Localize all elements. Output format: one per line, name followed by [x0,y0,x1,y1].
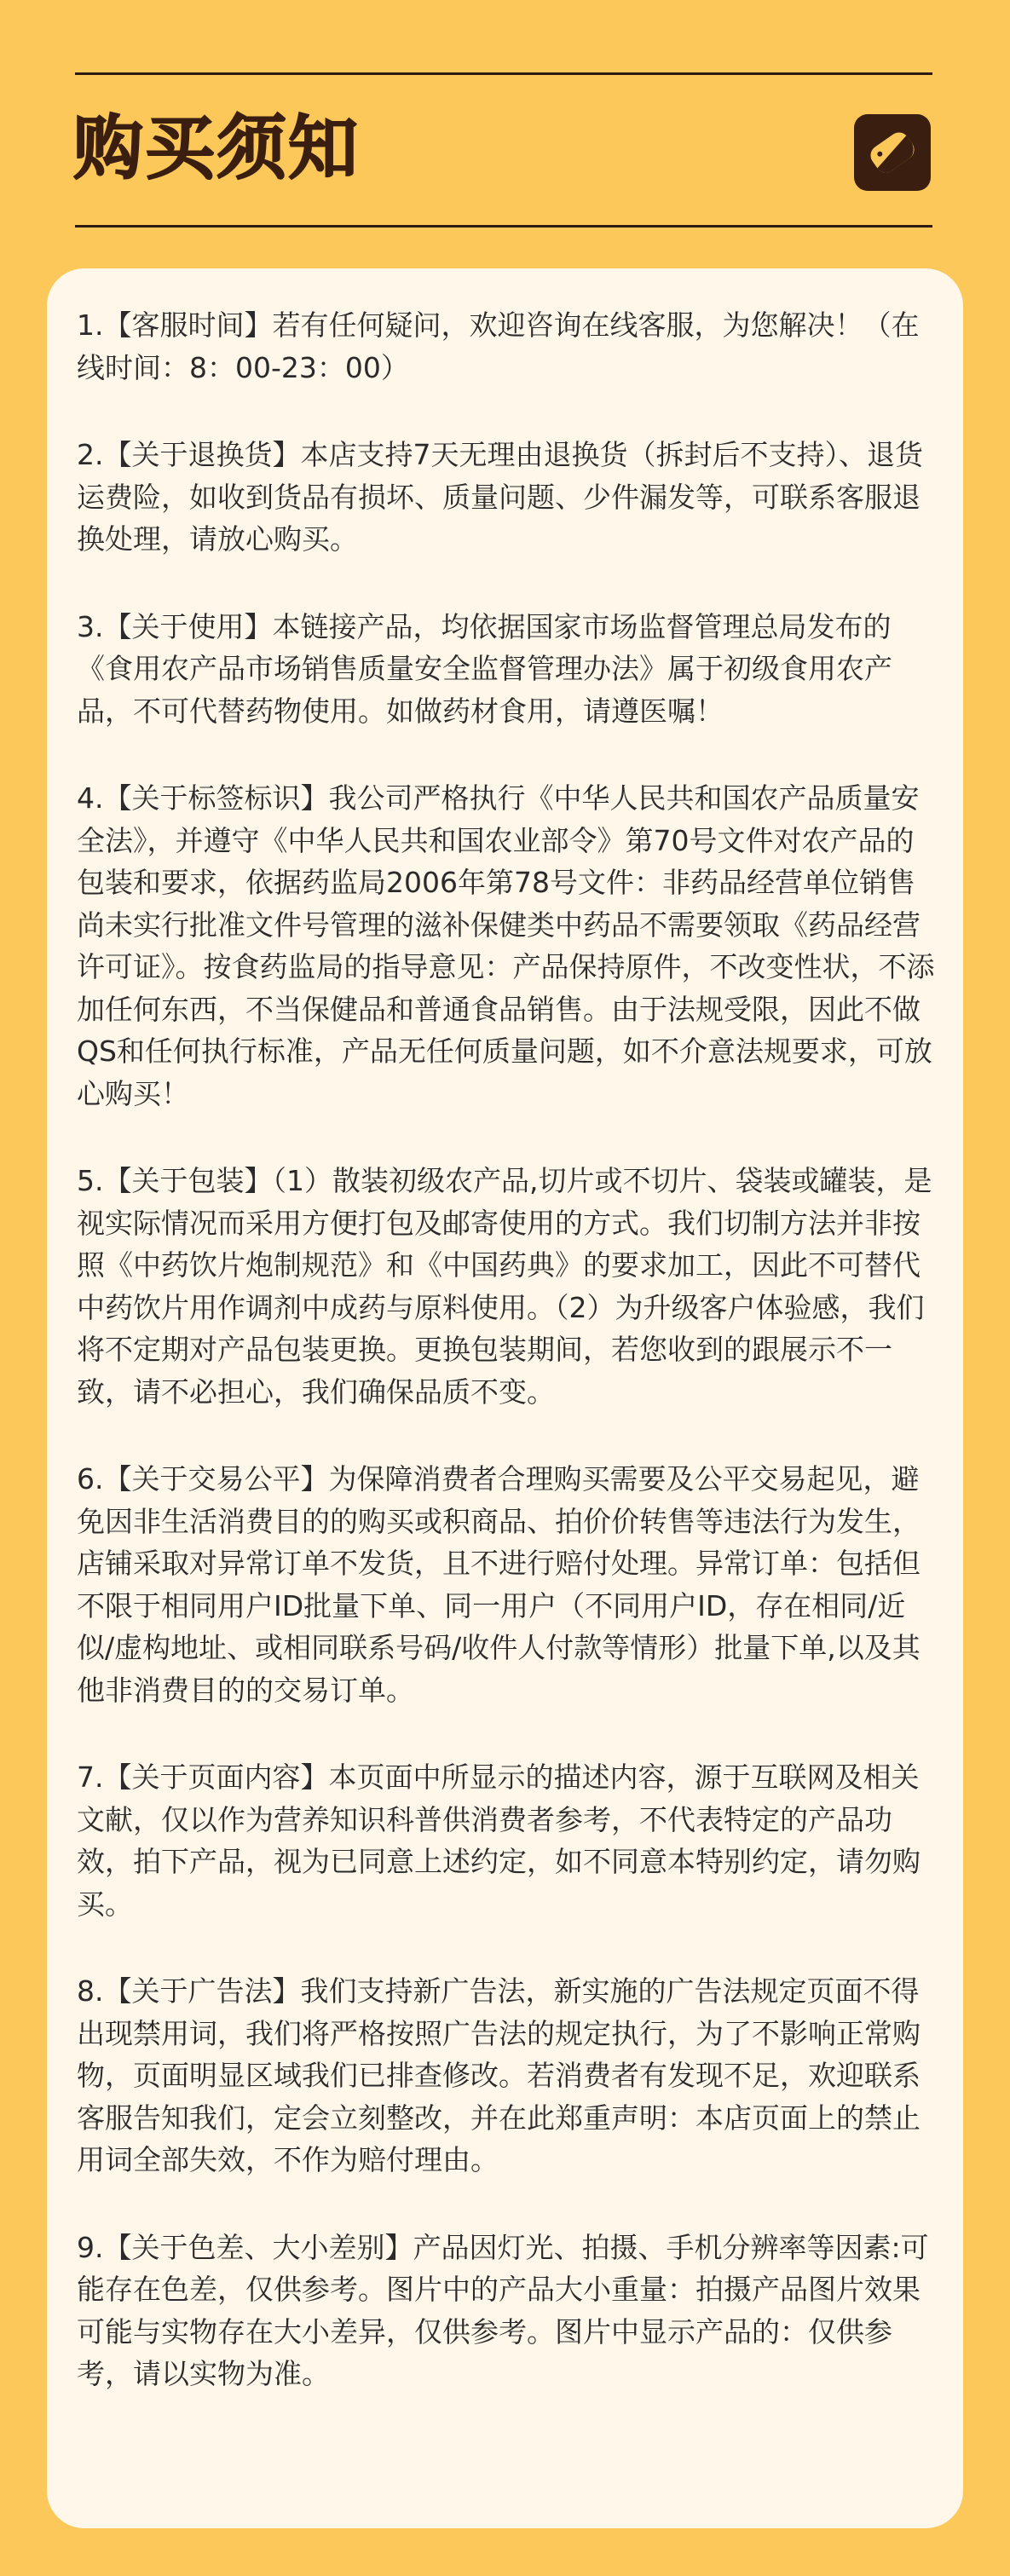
notice-advertising-law: 8.【关于广告法】我们支持新广告法，新实施的广告法规定页面不得出现禁用词，我们将严格按照广告法的规定执行，为了不影响正常购物，页面明显区域我们已排查修改。若消费者有发现不足，欢迎联系客服告知我们，定会立刻整改，并在此郑重声明：本店页面上的禁止用词全部失效，不作为赔付理由。 [77,1974,921,2176]
notice-labeling: 4.【关于标签标识】我公司严格执行《中华人民共和国农产品质量安全法》，并遵守《中华人民共和国农业部令》第70号文件对农产品的包装和要求，依据药监局2006年第78号文件：非药品经营单位销售尚未实行批准文件号管理的滋补保健类中药品不需要领取《药品经营许可证》。按食药监局的指导意见：产品保持原件，不改变性状，不添加任何东西，不当保健品和普通食品销售。由于法规受限，因此不做QS和任何执行标准，产品无任何质量问题，如不介意法规要求，可放心购买！ [77,781,935,1110]
tag-icon [866,126,919,179]
notice-usage: 3.【关于使用】本链接产品，均依据国家市场监督管理总局发布的《食用农产品市场销售质量安全监督管理办法》属于初级食用农产品，不可代替药物使用。如做药材食用，请遵医嘱！ [77,609,892,728]
top-divider [75,72,932,75]
notice-page-content: 7.【关于页面内容】本页面中所显示的描述内容，源于互联网及相关文献，仅以作为营养知识科普供消费者参考，不代表特定的产品功效，拍下产品，视为已同意上述约定，如不同意本特别约定，请勿购买。 [77,1761,921,1921]
page-title: 购买须知 [73,108,361,189]
tag-badge [854,114,931,191]
notice-color-size: 9.【关于色差、大小差别】产品因灯光、拍摄、手机分辨率等因素:可能存在色差，仅供参考。图片中的产品大小重量：拍摄产品图片效果可能与实物存在大小差异，仅供参考。图片中显示产品的：仅供参考，请以实物为准。 [77,2230,929,2390]
notice-card [47,268,963,2528]
notice-returns: 2.【关于退换货】本店支持7天无理由退换货（拆封后不支持）、退货运费险，如收到货品有损坏、质量问题、少件漏发等，可联系客服退换处理，请放心购买。 [77,438,923,556]
notice-fair-trade: 6.【关于交易公平】为保障消费者合理购买需要及公平交易起见，避免因非生活消费目的的购买或积商品、拍价价转售等违法行为发生，店铺采取对异常订单不发货，且不进行赔付处理。异常订单：包括但不限于相同用户ID批量下单、同一用户（不同用户ID，存在相同/近似/虚构地址、或相同联系号码/收件人付款等情形）批量下单,以及其他非消费目的的交易订单。 [77,1462,921,1707]
notice-list [77,304,938,2441]
bottom-divider [75,225,932,228]
notice-customer-service: 1.【客服时间】若有任何疑问，欢迎咨询在线客服，为您解决！（在线时间：8：00-23：00） [77,308,920,384]
notice-packaging: 5.【关于包装】（1）散装初级农产品,切片或不切片、袋装或罐装，是视实际情况而采用方便打包及邮寄使用的方式。我们切制方法并非按照《中药饮片炮制规范》和《中国药典》的要求加工，因此不可替代中药饮片用作调剂中成药与原料使用。（2）为升级客户体验感，我们将不定期对产品包装更换。更换包装期间，若您收到的跟展示不一致，请不必担心，我们确保品质不变。 [77,1164,932,1409]
